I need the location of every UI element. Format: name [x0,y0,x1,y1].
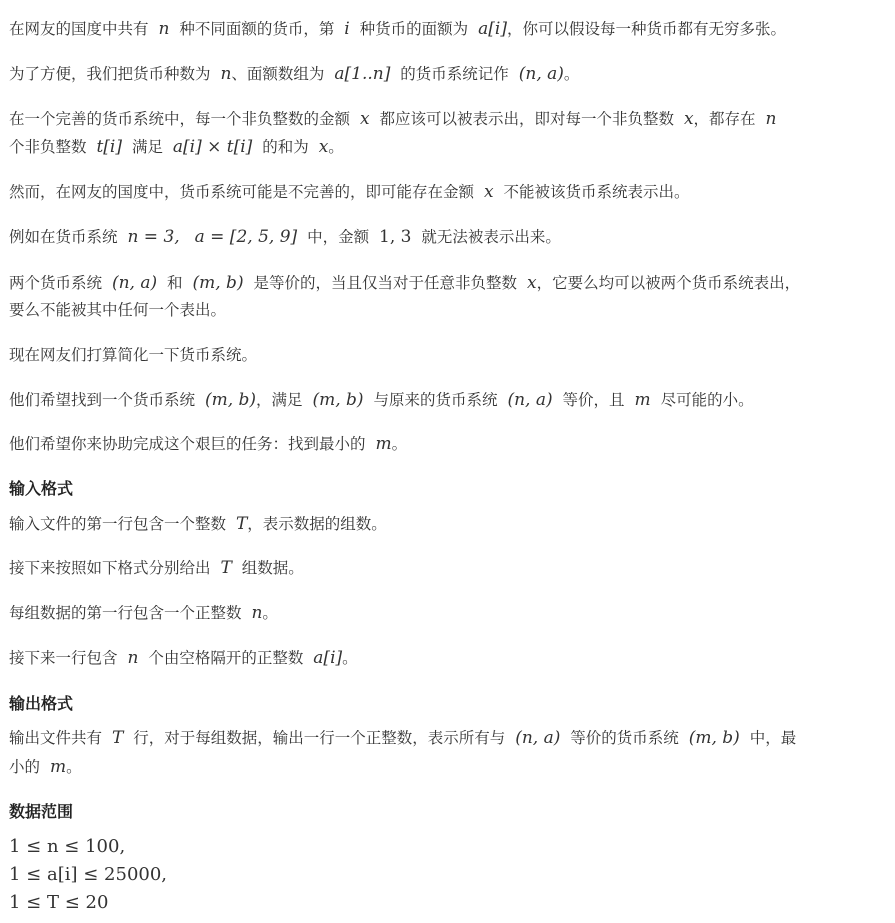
range-ai: 1 ≤ a[i] ≤ 25000, [9,864,168,885]
input-line-4 [9,648,358,668]
input-line-1 [9,514,387,534]
text: 输入文件的第一行包含一个整数 [9,515,227,533]
math-x: x [318,137,329,157]
text: 、面额数组为 [231,65,325,83]
paragraph-notation [9,64,579,84]
math-pair: (n, a) [111,273,158,293]
paragraph-complete-system-cont [9,137,344,157]
text: ，满足 [256,391,303,409]
math-amounts: 1, 3 [379,227,412,247]
paragraph-currency-intro [9,19,786,39]
math-array: a[1..n] [334,64,391,84]
paragraph-task [9,434,407,454]
text: 在一个完善的货币系统中，每一个非负整数的金额 [9,110,351,128]
text: 在网友的国度中共有 [9,20,149,38]
text: 然而，在网友的国度中，货币系统可能是不完善的，即可能存在金额 [9,183,475,201]
text: 他们希望你来协助完成这个艰巨的任务：找到最小的 [9,435,366,453]
text: 的和为 [262,138,309,156]
text: 就无法被表示出来。 [421,228,561,246]
math-n: n [127,648,139,668]
paragraph-incomplete [9,182,690,202]
math-ai: a[i] [478,19,507,39]
math-pair: (n, a) [518,64,564,84]
text: 行，对于每组数据，输出一行一个正整数，表示所有与 [133,729,506,747]
math-m: m [375,434,392,454]
math-x: x [683,109,694,129]
text: 小的 [9,758,41,776]
math-n: n [220,64,232,84]
text: 两个货币系统 [9,274,103,292]
text: 等价，且 [562,391,625,409]
text: ，都存在 [693,110,756,128]
math-x: x [483,182,494,202]
input-line-2 [9,558,304,578]
heading-input-format: 输入格式 [9,479,74,498]
text: 组数据。 [241,559,304,577]
text: 种货币的面额为 [359,20,469,38]
paragraph-equivalence [9,273,800,293]
paragraph-complete-system [9,109,776,129]
text: 他们希望找到一个货币系统 [9,391,196,409]
math-pair: (m, b) [192,273,244,293]
input-line-3 [9,603,278,623]
range-T: 1 ≤ T ≤ 20 [9,892,109,913]
math-pair: (m, b) [312,390,364,410]
text: 种不同面额的货币，第 [179,20,335,38]
text: 每组数据的第一行包含一个正整数 [9,604,242,622]
math-a-eq: a = [2, 5, 9] [194,227,298,247]
text: 中，金额 [307,228,370,246]
text: 中，最 [749,729,797,747]
text: 为了方便，我们把货币种数为 [9,65,211,83]
text: 。 [328,138,344,156]
math-m: m [49,757,67,777]
text: 个由空格隔开的正整数 [148,649,304,667]
text: ，表示数据的组数。 [247,515,387,533]
math-T: T [220,558,232,578]
text: ，它要么均可以被两个货币系统表出， [536,274,801,292]
text: 要么不能被其中任何一个表出。 [9,301,227,319]
math-x: x [359,109,370,129]
math-n: n [158,19,170,39]
text: 现在网友们打算简化一下货币系统。 [9,346,258,364]
text: 接下来一行包含 [9,649,118,667]
range-n: 1 ≤ n ≤ 100, [9,836,126,857]
text: 都应该可以被表示出，即对每一个非负整数 [379,110,674,128]
text: 。 [391,435,408,453]
math-product: a[i] × t[i] [172,137,253,157]
text: 与原来的货币系统 [373,391,498,409]
math-T: T [111,728,124,748]
text: 的货币系统记作 [400,65,509,83]
output-line-1 [9,728,796,748]
paragraph-simplify [9,345,257,365]
math-ai: a[i] [313,648,343,668]
math-pair: (n, a) [515,728,561,748]
math-n-eq: n = 3, [127,227,180,247]
text: 输出文件共有 [9,729,103,747]
text: 满足 [131,138,163,156]
paragraph-goal [9,390,754,410]
heading-output-format: 输出格式 [9,694,74,713]
math-pair: (m, b) [688,728,740,748]
math-n: n [251,603,263,623]
math-pair: (m, b) [204,390,257,410]
text: 尽可能的小。 [660,391,754,409]
math-m: m [634,390,651,410]
math-pair: (n, a) [507,390,553,410]
math-ti: t[i] [96,137,122,157]
output-line-2 [9,757,82,777]
text: 。 [66,758,82,776]
text: 和 [167,274,183,292]
math-T: T [235,514,248,534]
text: 。 [563,65,580,83]
paragraph-equivalence-cont [9,300,226,320]
math-n: n [765,109,777,129]
text: 是等价的，当且仅当对于任意非负整数 [253,274,518,292]
text: 接下来按照如下格式分别给出 [9,559,211,577]
text: 。 [342,649,358,667]
text: 不能被该货币系统表示出。 [503,183,690,201]
math-x: x [526,273,537,293]
text: 例如在货币系统 [9,228,118,246]
text: ，你可以假设每一种货币都有无穷多张。 [506,20,786,38]
text: 个非负整数 [9,138,87,156]
text: 等价的货币系统 [570,729,679,747]
text: 。 [262,604,278,622]
heading-data-range: 数据范围 [9,802,74,821]
paragraph-example [9,227,561,247]
math-i: i [344,19,350,39]
